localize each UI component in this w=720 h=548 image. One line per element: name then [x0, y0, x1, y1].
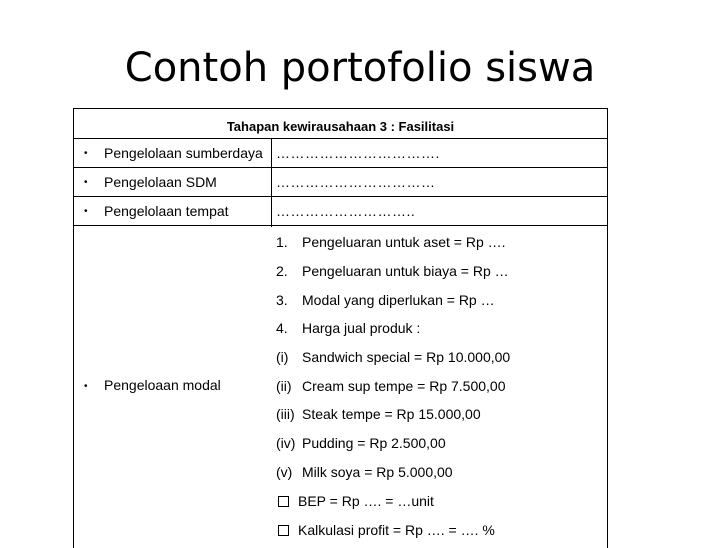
item-text: Pengeluaran untuk aset = Rp …. — [302, 234, 506, 250]
table-row — [74, 168, 607, 197]
checkbox-icon — [278, 525, 289, 536]
checkbox-icon — [278, 496, 289, 507]
row-label: Pengelolaan SDM — [104, 174, 217, 190]
row-label: Pengelolaan sumberdaya — [104, 145, 263, 161]
item-number: 1. — [276, 234, 288, 250]
modal-label: Pengeloaan modal — [104, 377, 221, 393]
list-item — [276, 320, 420, 336]
bullet: • — [84, 148, 88, 159]
list-item — [276, 349, 510, 365]
row-label: Pengelolaan tempat — [104, 203, 229, 219]
item-number: (v) — [276, 464, 293, 480]
item-text: Pengeluaran untuk biaya = Rp … — [302, 263, 509, 279]
item-text: Cream sup tempe = Rp 7.500,00 — [302, 378, 506, 394]
table-row — [74, 197, 607, 226]
item-text: Pudding = Rp 2.500,00 — [302, 435, 446, 451]
table-header: Tahapan kewirausahaan 3 : Fasilitasi — [74, 109, 607, 139]
item-text: Sandwich special = Rp 10.000,00 — [302, 349, 511, 365]
list-item — [276, 464, 453, 480]
row-value: ……………………….. — [276, 203, 416, 219]
item-number: 2. — [276, 263, 288, 279]
item-number: 3. — [276, 292, 288, 308]
table-row — [74, 139, 607, 168]
list-item — [276, 234, 506, 250]
bullet: • — [84, 177, 88, 188]
item-number: (iv) — [276, 435, 296, 451]
bullet: • — [84, 381, 88, 392]
page-title: Contoh portofolio siswa — [124, 45, 596, 91]
item-number: (i) — [276, 349, 289, 365]
item-text: Milk soya = Rp 5.000,00 — [302, 464, 453, 480]
item-text: Steak tempe = Rp 15.000,00 — [302, 406, 481, 422]
checklist-item — [276, 522, 495, 538]
item-text: Modal yang diperlukan = Rp … — [302, 292, 495, 308]
item-text: BEP = Rp …. = …unit — [298, 493, 434, 509]
item-text: Harga jual produk : — [302, 320, 421, 336]
item-text: Kalkulasi profit = Rp …. = …. % — [298, 522, 495, 538]
list-item — [276, 406, 481, 422]
column-divider — [271, 139, 272, 227]
list-item — [276, 292, 495, 308]
item-number: 4. — [276, 320, 288, 336]
row-value: ……………………………. — [276, 145, 440, 161]
item-number: (ii) — [276, 378, 292, 394]
list-item — [276, 435, 446, 451]
checklist-item — [276, 493, 434, 509]
portfolio-table — [73, 108, 608, 548]
list-item — [276, 263, 509, 279]
item-number: (iii) — [276, 406, 295, 422]
row-value: …………………………… — [276, 174, 436, 190]
list-item — [276, 378, 506, 394]
bullet: • — [84, 206, 88, 217]
